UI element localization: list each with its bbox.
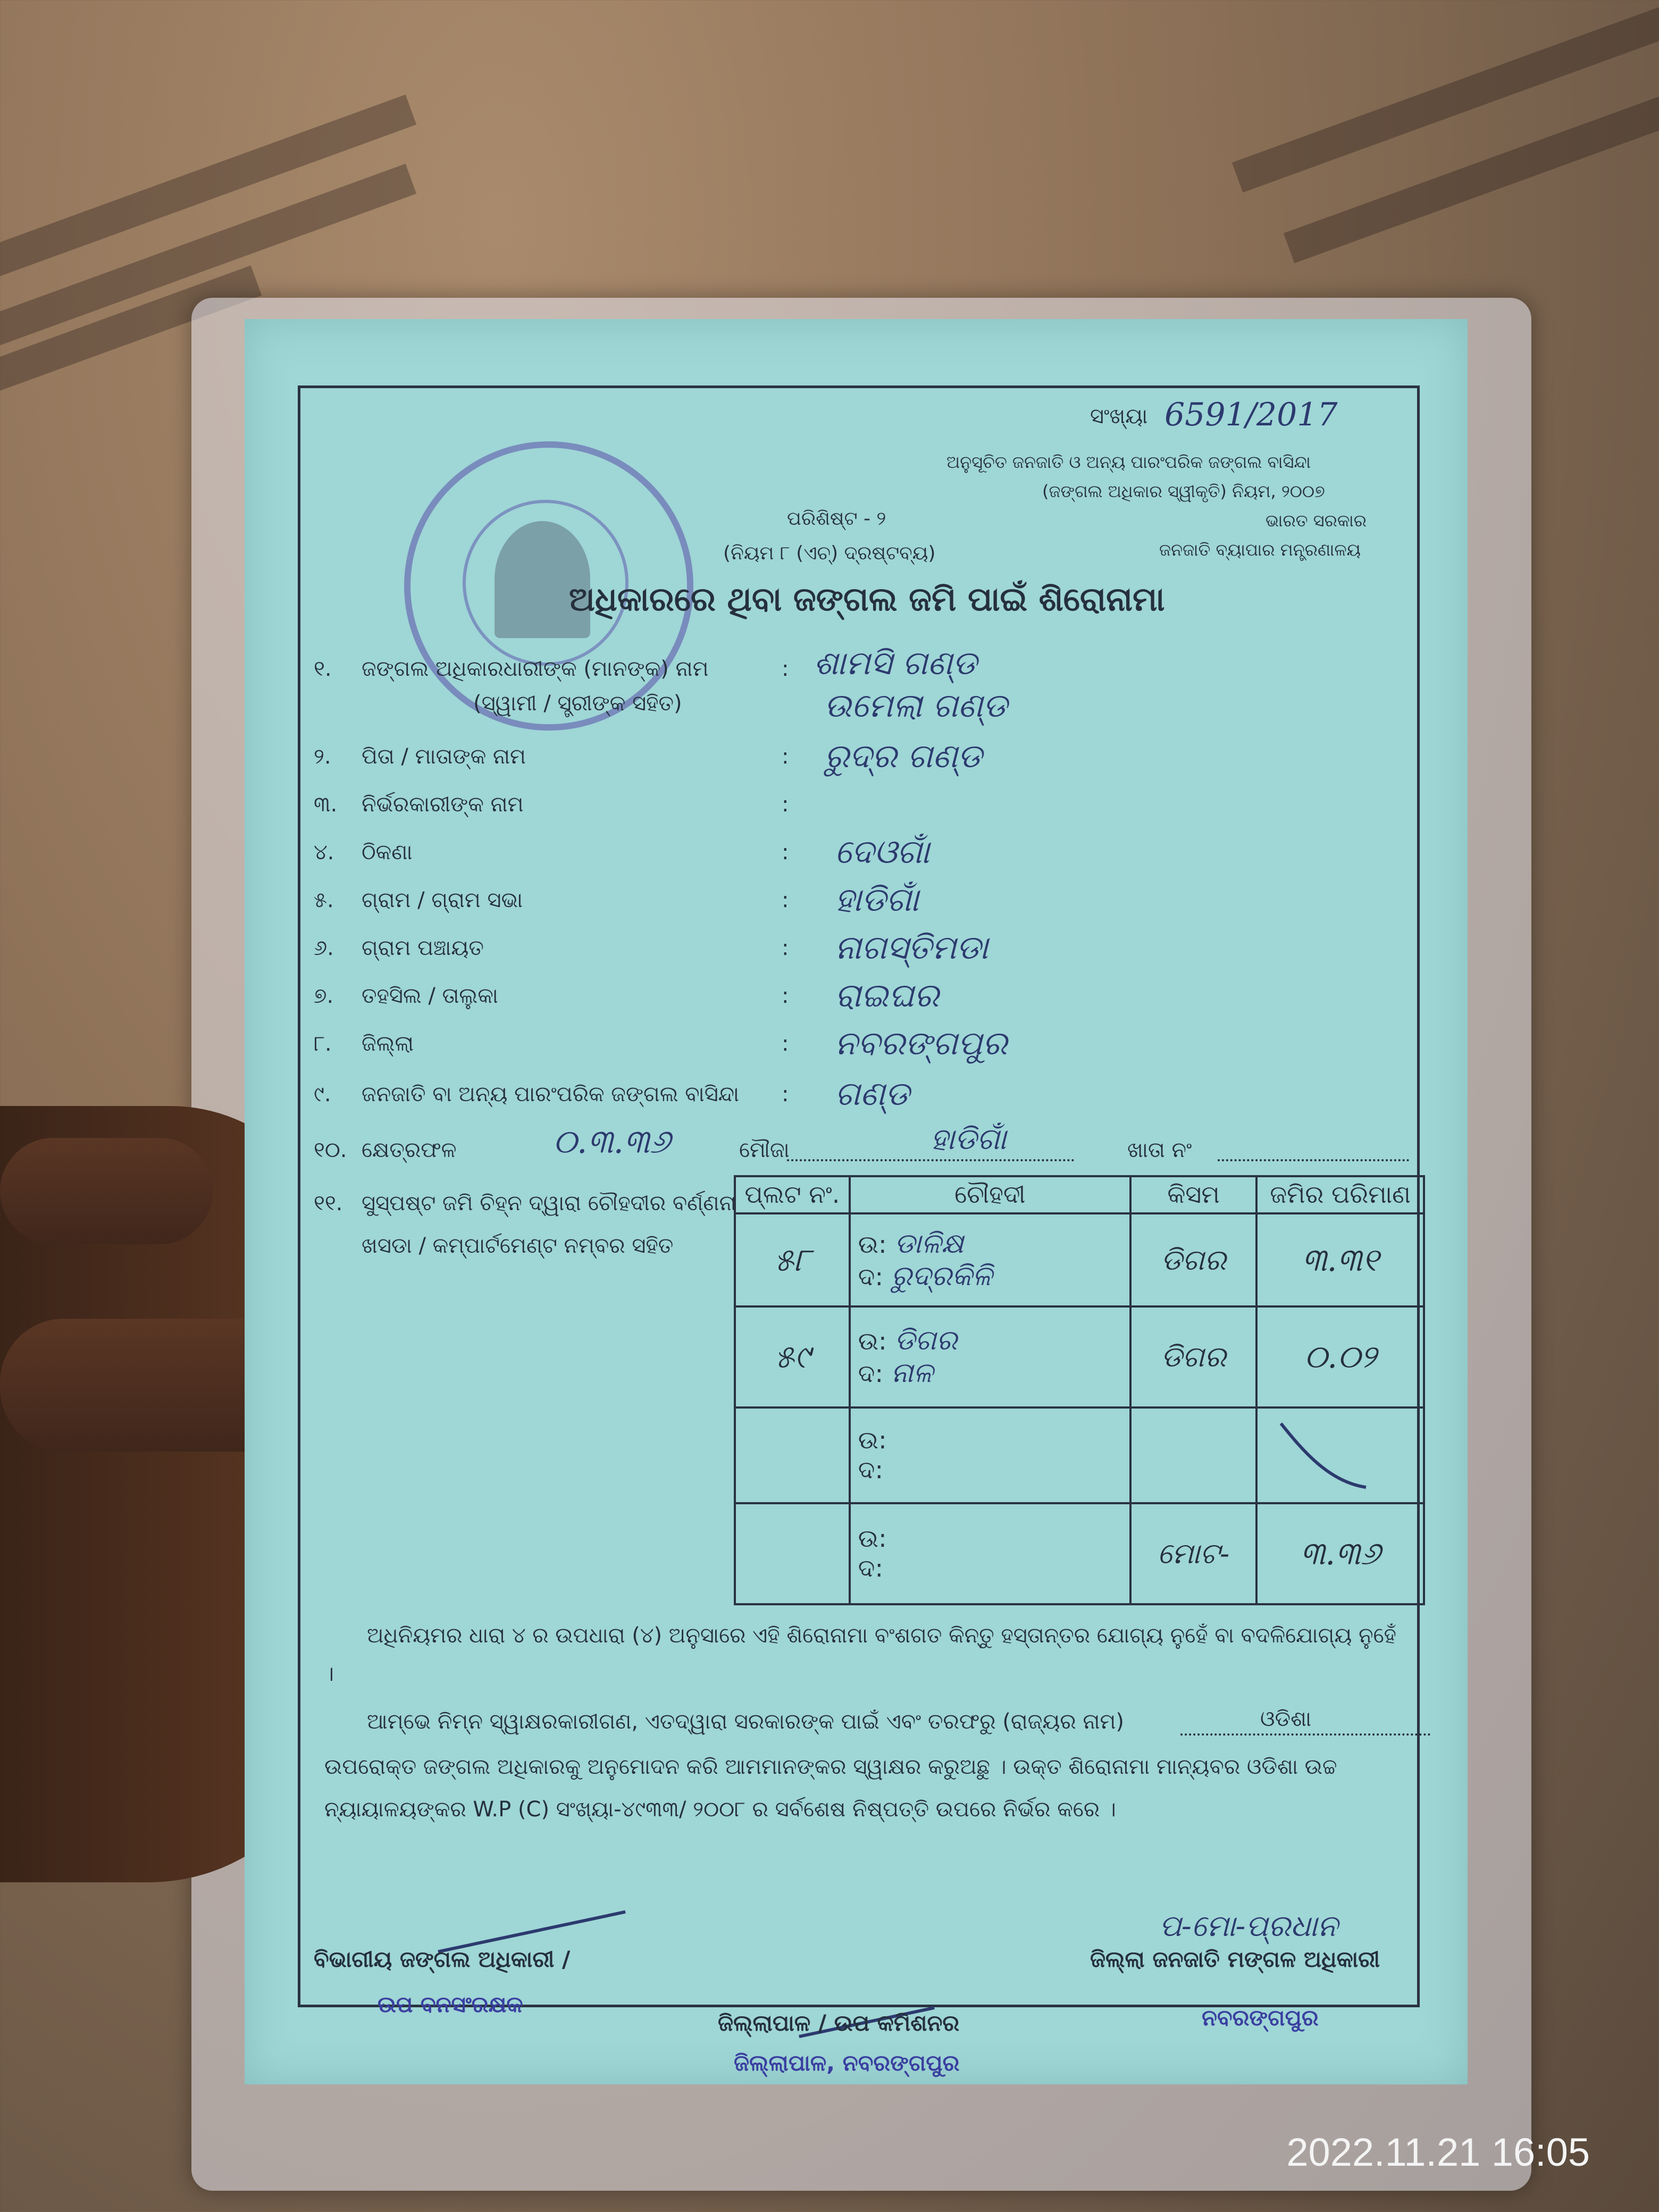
total-amount: ୩.୩୬ [1256,1503,1424,1604]
field-label: ଜନଜାତି ବା ଅନ୍ୟ ପାରଂପରିକ ଜଙ୍ଗଲ ବାସିନ୍ଦା [362,1082,740,1107]
government: ଭାରତ ସରକାର [1266,510,1367,531]
field-label: ଠିକଣା [362,840,413,865]
col-kind: କିସମ [1130,1176,1256,1213]
boundary-table [734,1175,1425,1605]
field-value: ଦେଓଗାଁ [835,832,930,871]
field-label: ପିତା / ମାତାଙ୍କ ନାମ [362,744,526,769]
table-row: ୫୮ ଉ: ଡାଳିକ୍ଷ ଦ: ରୁଦ୍ରକିଳି ଡିଗର ୩.୩୧ [735,1213,1424,1306]
signatory-left-subtitle: ଉପ ବନସଂରକ୍ଷକ [378,1991,523,2017]
signatory-right-title: ଜିଲ୍ଲା ଜନଜାତି ମଙ୍ଗଳ ଅଧିକାରୀ [1090,1946,1380,1972]
table-row: ଉ: ଦ: [735,1407,1424,1503]
area-value: ୦.୩.୩୬ [553,1122,671,1161]
appendix-label: ପରିଶିଷ୍ଟ - ୨ [787,508,886,530]
field-label: ଜଙ୍ଗଲ ଅଧିକାରଧାରୀଙ୍କ (ମାନଙ୍କ) ନାମ [362,657,709,681]
field-value: ରୁଦ୍ର ଗଣ୍ଡ [824,736,982,775]
field-label: ଜିଲ୍ଲା [362,1032,414,1056]
table-row: ୫୯ ଉ: ଡିଗର ଦ: ନାଳ ଡିଗର ୦.୦୨ [735,1306,1424,1407]
total-label: ମୋଟ- [1130,1503,1256,1604]
signatory-middle-subtitle: ଜିଲ୍ଲାପାଳ, ନବରଙ୍ଗପୁର [734,2050,960,2076]
table-row-total: ଉ: ଦ: ମୋଟ- ୩.୩୬ [735,1503,1424,1604]
number-label: ସଂଖ୍ୟା [1090,404,1148,429]
col-boundary: ଚୌହଦୀ [850,1176,1130,1213]
certificate-number: 6591/2017 [1164,396,1338,433]
field-label: ତହସିଲ / ତାଲୁକା [362,984,498,1008]
signatory-left-title: ବିଭାଗୀୟ ଜଙ୍ଗଲ ଅଧିକାରୀ / [314,1946,571,1972]
act-line-1: ଅନୁସୂଚିତ ଜନଜାତି ଓ ଅନ୍ୟ ପାରଂପରିକ ଜଙ୍ଗଲ ବାସିନ୍ଦା [946,452,1311,472]
signature-right-annotation: ପ-ମୋ-ପ୍ରଧାନ [1159,1909,1338,1943]
signatory-right-subtitle: ନବରଙ୍ଗପୁର [1202,2005,1319,2031]
ministry: ଜନଜାତି ବ୍ୟାପାର ମନ୍ତ୍ରଣାଳୟ [1159,540,1361,560]
mouza-value: ହାଡିଗାଁ [931,1122,1007,1157]
field-value: ଶାମସି ଗଣ୍ଡ [814,643,977,682]
field-label-sub: (ସ୍ୱାମୀ / ସ୍ତ୍ରୀଙ୍କ ସହିତ) [473,691,682,716]
mouza-label: ମୌଜା [739,1138,790,1162]
state-name: ଓଡିଶା [1260,1707,1312,1731]
field-value-sub: ଉମେଲା ଗଣ୍ଡ [824,686,1008,725]
khata-label: ଖାତା ନଂ [1127,1138,1192,1162]
signatory-middle-title: ଜିଲ୍ଲାପାଳ / ଉପ କମିଶନର [718,2010,960,2036]
photo-timestamp: 2022.11.21 16:05 [1286,2130,1590,2174]
field-label: ଗ୍ରାମ ପଞ୍ଚାୟତ [362,936,484,960]
field-value: ଗଣ୍ଡ [835,1074,910,1113]
field-label: ଗ୍ରାମ / ଗ୍ରାମ ସଭା [362,888,523,912]
field-value: ନାଗସ୍ତିମଡା [835,928,988,967]
page-title: ଅଧିକାରରେ ଥିବା ଜଙ୍ଗଲ ଜମି ପାଇଁ ଶିରୋନାମା [569,580,1165,618]
field-value: ରାଇଘର [835,976,939,1015]
act-line-2: (ଜଙ୍ଗଲ ଅଧିକାର ସ୍ୱୀକୃତି) ନିୟମ, ୨୦୦୭ [1042,481,1325,501]
field-value: ନବରଙ୍ଗପୁର [835,1024,1008,1062]
table-header-row [735,1176,1424,1213]
col-amount: ଜମିର ପରିମାଣ [1256,1176,1424,1213]
slash-mark [1265,1413,1371,1493]
rule-reference: (ନିୟମ ୮ (ଏଚ୍) ଦ୍ରଷ୍ଟବ୍ୟ) [723,542,936,564]
col-plot-no: ପ୍ଲଟ ନଂ. [735,1176,850,1213]
area-label: କ୍ଷେତ୍ରଫଳ [362,1138,457,1162]
field-value: ହାଡିଗାଁ [835,880,919,919]
boundary-label-sub: ଖସଡା / କମ୍ପାର୍ଟମେଣ୍ଟ ନମ୍ବର ସହିତ [362,1234,674,1258]
boundary-label: ସୁସ୍ପଷ୍ଟ ଜମି ଚିହ୍ନ ଦ୍ୱାରା ଚୌହଦୀର ବର୍ଣ୍ଣନା [362,1191,736,1216]
inheritance-clause: ଅଧିନିୟମର ଧାରା ୪ ର ଉପଧାରା (୪) ଅନୁସାରେ ଏହି ଶିରୋନାମା ବଂଶଗତ କିନ୍ତୁ ହସ୍ତାନ୍ତର ଯୋଗ୍ୟ ନୁହେଁ ବା ବଦଳିଯୋଗ୍ୟ ନୁହେଁ । [324,1623,1396,1686]
field-label: ନିର୍ଭରକାରୀଙ୍କ ନାମ [362,792,524,817]
